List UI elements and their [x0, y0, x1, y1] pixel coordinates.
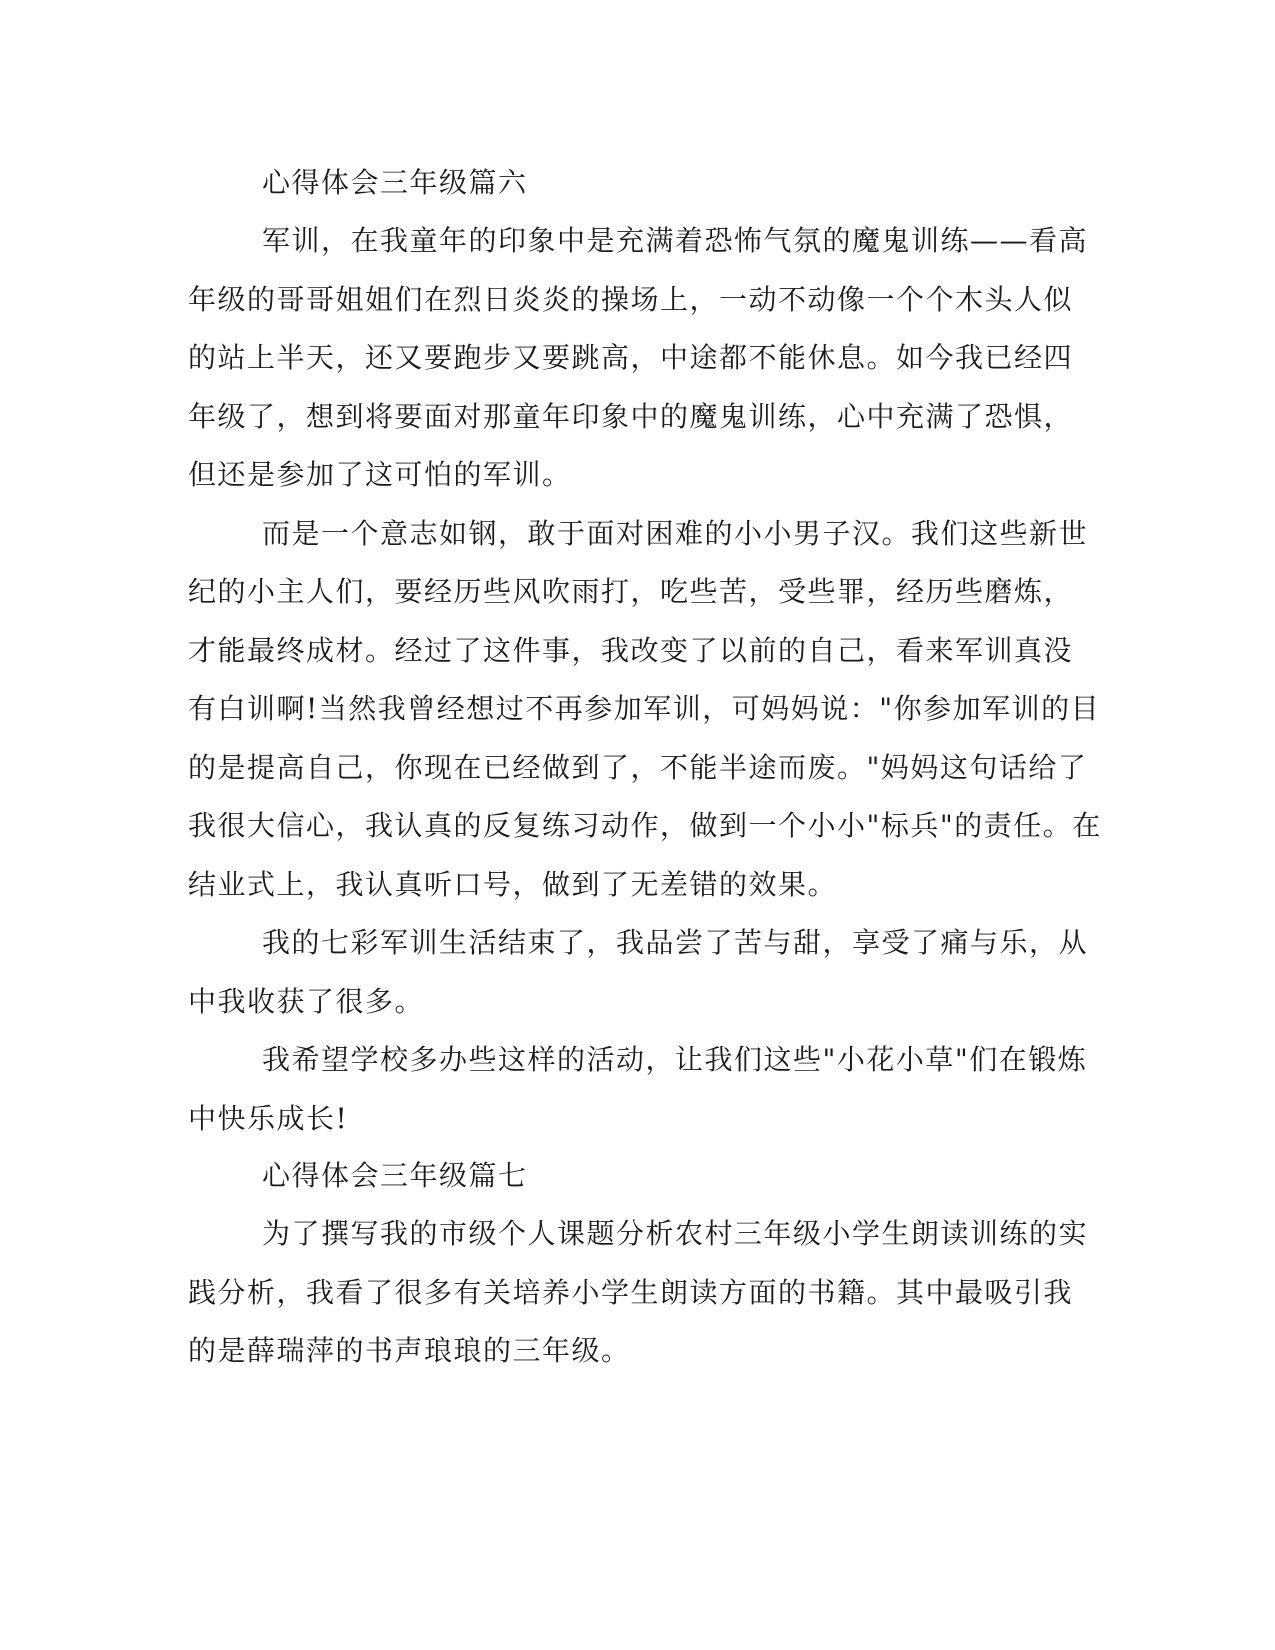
paragraph-line: 而是一个意志如钢，敢于面对困难的小小男子汉。我们这些新世: [262, 517, 1089, 550]
paragraph-line: 我很大信心，我认真的反复练习动作，做到一个小小"标兵"的责任。在: [188, 809, 1102, 842]
paragraph-line: 我希望学校多办些这样的活动，让我们这些"小花小草"们在锻炼: [262, 1043, 1088, 1076]
paragraph-line: 但还是参加了这可怕的军训。: [188, 458, 572, 491]
paragraph-line: 年级了，想到将要面对那童年印象中的魔鬼训练，心中充满了恐惧，: [188, 400, 1074, 433]
paragraph-line: 我的七彩军训生活结束了，我品尝了苦与甜，享受了痛与乐，从: [262, 926, 1089, 959]
paragraph-line: 年级的哥哥姐姐们在烈日炎炎的操场上，一动不动像一个个木头人似: [188, 283, 1074, 316]
paragraph-line: 军训，在我童年的印象中是充满着恐怖气氛的魔鬼训练——看高: [262, 224, 1089, 257]
paragraph-line: 纪的小主人们，要经历些风吹雨打，吃些苦，受些罪，经历些磨炼，: [188, 575, 1074, 608]
paragraph-line: 的站上半天，还又要跑步又要跳高，中途都不能休息。如今我已经四: [188, 341, 1074, 374]
paragraph-line: 中我收获了很多。: [188, 985, 425, 1018]
paragraph-line: 的是提高自己，你现在已经做到了，不能半途而废。"妈妈这句话给了: [188, 751, 1088, 784]
section-heading-6: 心得体会三年级篇六: [262, 166, 528, 199]
paragraph-line: 有白训啊!当然我曾经想过不再参加军训，可妈妈说："你参加军训的目: [188, 692, 1101, 725]
paragraph-line: 才能最终成材。经过了这件事，我改变了以前的自己，看来军训真没: [188, 634, 1074, 667]
paragraph-line: 践分析，我看了很多有关培养小学生朗读方面的书籍。其中最吸引我: [188, 1276, 1074, 1309]
paragraph-line: 结业式上，我认真听口号，做到了无差错的效果。: [188, 868, 838, 901]
section-heading-7: 心得体会三年级篇七: [262, 1159, 528, 1192]
paragraph-line: 为了撰写我的市级个人课题分析农村三年级小学生朗读训练的实: [262, 1217, 1089, 1250]
paragraph-line: 中快乐成长!: [188, 1102, 349, 1135]
paragraph-line: 的是薛瑞萍的书声琅琅的三年级。: [188, 1334, 631, 1367]
